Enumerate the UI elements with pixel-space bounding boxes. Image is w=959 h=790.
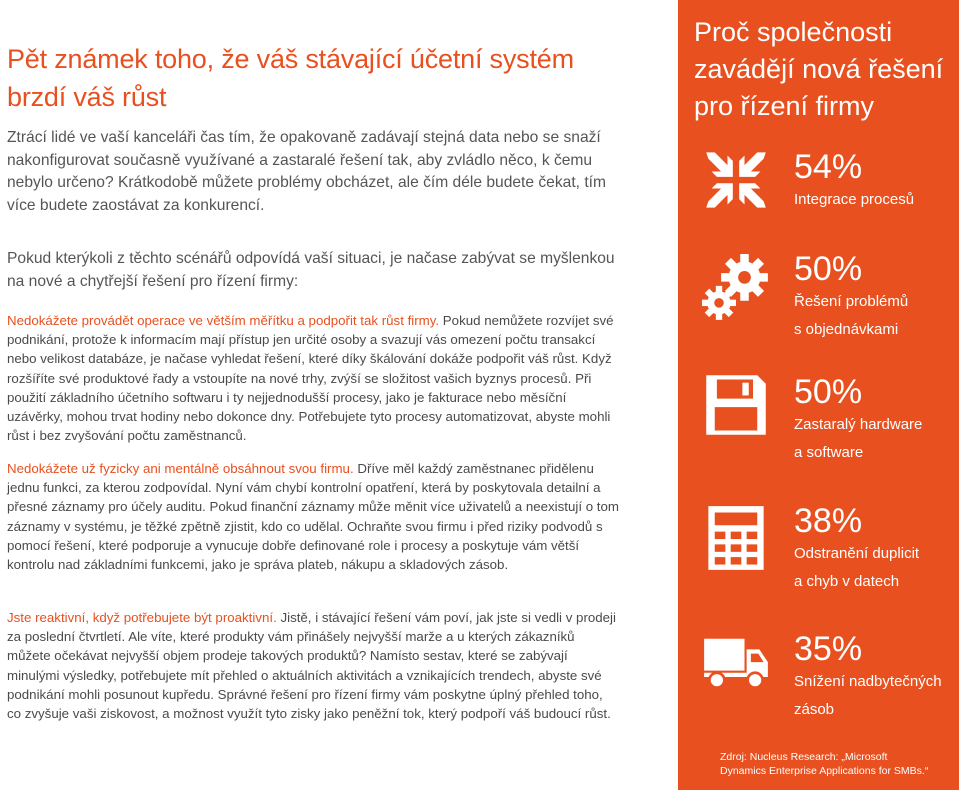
calculator-icon: [702, 504, 770, 572]
source-line-1: Zdroj: Nucleus Research: „Microsoft: [720, 751, 888, 763]
stat-percent: 50%: [794, 373, 863, 411]
sign-paragraph-control: [7, 459, 619, 574]
source-note: [720, 750, 956, 778]
floppy-disk-icon: [702, 371, 770, 439]
stat-label-line2: a software: [794, 444, 864, 461]
sign-body: Jistě, i stávající řešení vám poví, jak jste si vedli v prodeji za poslední čtvrtletí. Ale víte, které produkty vám přinášely nejvyšší marže a u kterých zákazníků můžete očekávat nejvyšší objem prodeje takových produktů? Namísto sestav, které se zabývají minulými výsledky, potřebujete mít přehled o aktuálních aktivitách a vznikajících trendech, abyste své podnikání mohli posunout kupředu. Správné řešení pro řízení firmy vám poskytne úplný přehled toho, co zvyšuje vaši ziskovost, a možnost využít tyto zisky jako peněžní tok, který podpoří váš budoucí růst.: [7, 610, 616, 722]
scenario-paragraph: Pokud kterýkoli z těchto scénářů odpovídá vaší situaci, je načase zabývat se myšlenkou na nové a chytřejší řešení pro řízení firmy:: [7, 250, 615, 290]
stat-percent: 38%: [794, 502, 863, 540]
main-content: [7, 0, 619, 790]
sign-paragraph-scale: [7, 311, 619, 445]
stat-percent: 54%: [794, 148, 863, 186]
intro-paragraph: Ztrácí lidé ve vaší kanceláři čas tím, že opakovaně zadávají stejná data nebo se snaží nakonfigurovat současně využívané a zastaralé řešení tak, aby zvládlo něco, k čemu nebylo určeno? Krátkodobě můžete problémy obcházet, ale čím déle budete čekat, tím více budete zaostávat za konkurencí.: [7, 129, 606, 214]
stat-label: Snížení nadbytečných: [794, 673, 942, 690]
sign-heading: Nedokážete provádět operace ve větším měřítku a podpořit tak růst firmy.: [7, 313, 440, 328]
stat-label: Zastaralý hardware: [794, 416, 923, 433]
stat-label-line2: s objednávkami: [794, 321, 899, 338]
source-line-2: Dynamics Enterprise Applications for SMBs.“: [720, 765, 929, 777]
gears-icon: [702, 254, 770, 322]
stat-order-problems: [794, 250, 956, 344]
stat-label: Integrace procesů: [794, 191, 915, 208]
stat-label: Odstranění duplicit: [794, 545, 920, 562]
stat-obsolete-hardware: [794, 373, 956, 467]
stat-inventory-reduction: [794, 630, 956, 724]
page-title: Pět známek toho, že váš stávající účetní systém brzdí váš růst: [7, 44, 574, 112]
sign-body: Pokud nemůžete rozvíjet své podnikání, protože k informacím mají přístup jen určité osoby a svazují vás omezení počtu transakcí nebo velikost databáze, je načase vyhledat řešení, které díky škálování dokáže podpořit váš růst. Když rozšíříte své produktové řady a vstoupíte na nové trhy, zvýší se složitost vašich byznys procesů. Při použití základního účetního softwaru i ty nejjednodušší procesy, jako je fakturace nebo měsíční uzávěrky, mohou trvat hodiny nebo dokonce dny. Potřebujete tyto procesy automatizovat, abyste mohli růst i bez zvyšování počtu zaměstnanců.: [7, 313, 614, 444]
stat-label-line2: a chyb v datech: [794, 573, 900, 590]
stat-label-line2: zásob: [794, 701, 835, 718]
sign-heading: Nedokážete už fyzicky ani mentálně obsáhnout svou firmu.: [7, 461, 354, 476]
stat-percent: 50%: [794, 250, 863, 288]
truck-icon: [702, 626, 770, 694]
sign-paragraph-proactive: [7, 608, 619, 723]
sign-heading: Jste reaktivní, když potřebujete být proaktivní.: [7, 610, 277, 625]
stat-label: Řešení problémů: [794, 293, 909, 310]
sidebar-title: Proč společnosti zavádějí nová řešení pro řízení firmy: [694, 17, 944, 121]
stat-percent: 35%: [794, 630, 863, 668]
stat-process-integration: [794, 148, 956, 214]
arrows-converge-icon: [702, 146, 770, 214]
stat-data-errors: [794, 502, 956, 596]
sign-body: Dříve měl každý zaměstnanec přidělenu jednu funkci, za kterou zodpovídal. Nyní vám chybí kontrolní opatření, která by poskytovala detailní a přesné záznamy pro účely auditu. Pokud finanční záznamy může měnit více uživatelů a neexistují o tom záznamy v systému, je těžké zpětně zjistit, kdo co udělal. Ochraňte svou firmu i před riziky podvodů s pomocí řešení, které podporuje a vynucuje dobře definované role i procesy a poskytuje vám větší kontrolu nad základními funkcemi, jako je správa plateb, nákupu a skladových zásob.: [7, 461, 619, 573]
stats-sidebar: [678, 0, 959, 790]
